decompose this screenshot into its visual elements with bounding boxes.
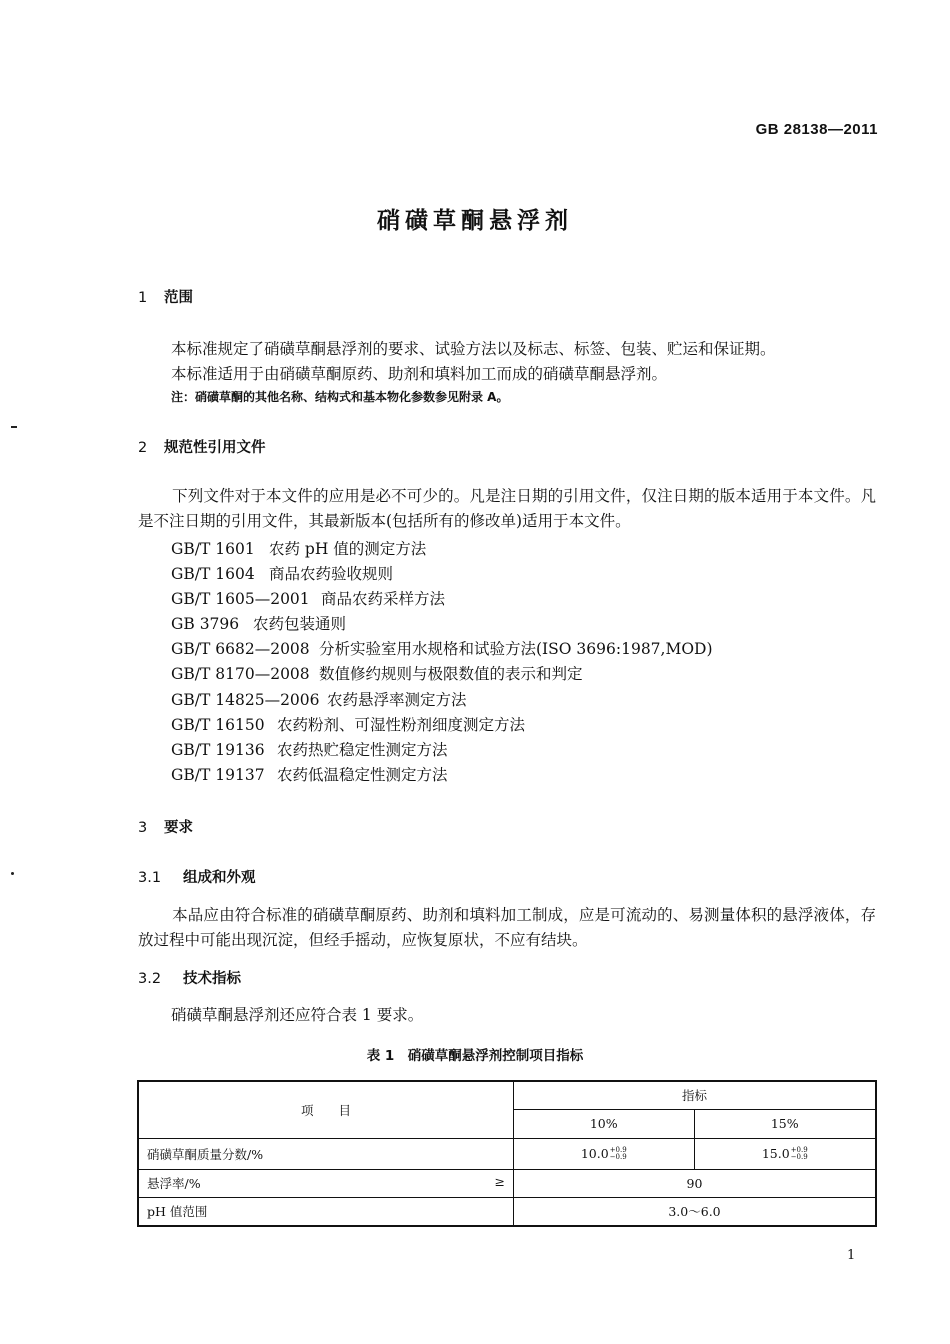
scan-mark xyxy=(11,426,17,428)
reference-code: GB/T 1604 xyxy=(171,565,255,583)
header-index: 指标 xyxy=(681,1088,707,1104)
value-cell: 3.0～6.0 xyxy=(514,1197,877,1226)
section-title: 规范性引用文件 xyxy=(164,440,266,456)
section-3-2-heading xyxy=(138,967,241,988)
reference-code: GB/T 14825—2006 xyxy=(171,691,320,709)
reference-title: 农药包装通则 xyxy=(253,615,347,633)
reference-item xyxy=(171,763,448,785)
tolerance xyxy=(610,1147,627,1161)
composition-paragraph xyxy=(138,903,876,953)
value-main: 15.0 xyxy=(761,1145,790,1161)
reference-item xyxy=(171,713,525,735)
item-cell xyxy=(138,1138,514,1169)
header-index-cell xyxy=(514,1081,877,1109)
tech-spec-paragraph: 硝磺草酮悬浮剂还应符合表 1 要求。 xyxy=(171,1006,424,1024)
header-item: 项 目 xyxy=(300,1102,351,1118)
section-3-1-heading xyxy=(138,866,256,887)
reference-item xyxy=(171,612,346,634)
section-2-heading xyxy=(138,436,266,457)
table-caption: 表 1 硝磺草酮悬浮剂控制项目指标 xyxy=(366,1048,584,1064)
section-number: 1 xyxy=(138,290,148,306)
references-intro-text: 下列文件对于本文件的应用是必不可少的。凡是注日期的引用文件，仅注日期的版本适用于本文件。凡是不注日期的引用文件，其最新版本(包括所有的修改单)适用于本文件。 xyxy=(138,487,876,530)
header-item-cell xyxy=(138,1081,514,1138)
table-row xyxy=(138,1197,876,1226)
document-title: 硝磺草酮悬浮剂 xyxy=(377,208,573,234)
reference-title: 农药粉剂、可湿性粉剂细度测定方法 xyxy=(277,716,526,734)
reference-title: 数值修约规则与极限数值的表示和判定 xyxy=(319,665,583,683)
reference-item xyxy=(171,637,713,659)
value-main: 10.0 xyxy=(580,1145,609,1161)
scope-paragraph-2: 本标准适用于由硝磺草酮原药、助剂和填料加工而成的硝磺草酮悬浮剂。 xyxy=(171,365,668,383)
item-label: pH 值范围 xyxy=(147,1204,208,1220)
item-cell xyxy=(138,1197,514,1226)
reference-item xyxy=(171,688,467,710)
reference-code: GB/T 1601 xyxy=(171,540,255,558)
reference-title: 分析实验室用水规格和试验方法(ISO 3696:1987,MOD) xyxy=(319,640,713,658)
reference-code: GB/T 19136 xyxy=(171,741,265,759)
section-number: 3.2 xyxy=(138,971,162,987)
references-intro xyxy=(138,484,876,534)
reference-item xyxy=(171,562,393,584)
reference-item xyxy=(171,537,426,559)
reference-item xyxy=(171,587,445,609)
table-header-row xyxy=(138,1081,876,1109)
section-title: 范围 xyxy=(164,290,193,306)
header-col-b: 15% xyxy=(694,1109,876,1138)
table-row xyxy=(138,1169,876,1197)
composition-text: 本品应由符合标准的硝磺草酮原药、助剂和填料加工制成，应是可流动的、易测量体积的悬浮液体，存放过程中可能出现沉淀，但经手摇动，应恢复原状，不应有结块。 xyxy=(138,906,876,949)
table-row xyxy=(138,1138,876,1169)
section-title: 技术指标 xyxy=(183,971,241,987)
reference-code: GB/T 16150 xyxy=(171,716,265,734)
reference-title: 商品农药验收规则 xyxy=(269,565,394,583)
reference-item xyxy=(171,662,583,684)
section-number: 3.1 xyxy=(138,870,162,886)
item-label: 硝磺草酮质量分数/% xyxy=(147,1146,264,1162)
standard-number: GB 28138—2011 xyxy=(755,121,878,138)
item-label: 悬浮率/% xyxy=(147,1176,201,1191)
reference-title: 商品农药采样方法 xyxy=(321,590,446,608)
reference-code: GB/T 6682—2008 xyxy=(171,640,310,658)
section-3-heading xyxy=(138,816,193,837)
reference-title: 农药悬浮率测定方法 xyxy=(327,691,467,709)
scan-mark xyxy=(11,872,14,875)
tolerance-minus: −0.9 xyxy=(609,1153,627,1162)
section-1-heading xyxy=(138,286,193,307)
comparison-symbol: ≥ xyxy=(494,1174,505,1189)
scope-note: 注：硝磺草酮的其他名称、结构式和基本物化参数参见附录 A。 xyxy=(171,390,509,404)
value-cell xyxy=(514,1138,695,1169)
tolerance-minus: −0.9 xyxy=(790,1153,808,1162)
reference-code: GB/T 1605—2001 xyxy=(171,590,310,608)
tolerance-plus: +0.9 xyxy=(609,1146,627,1155)
reference-item xyxy=(171,738,448,760)
reference-title: 农药低温稳定性测定方法 xyxy=(277,766,448,784)
section-title: 组成和外观 xyxy=(183,870,256,886)
reference-title: 农药 pH 值的测定方法 xyxy=(269,540,427,558)
tolerance-plus: +0.9 xyxy=(790,1146,808,1155)
page-number: 1 xyxy=(847,1248,856,1263)
spec-table xyxy=(137,1080,877,1227)
reference-code: GB/T 8170—2008 xyxy=(171,665,310,683)
reference-title: 农药热贮稳定性测定方法 xyxy=(277,741,448,759)
section-number: 3 xyxy=(138,820,148,836)
section-title: 要求 xyxy=(164,820,193,836)
scope-paragraph-1: 本标准规定了硝磺草酮悬浮剂的要求、试验方法以及标志、标签、包装、贮运和保证期。 xyxy=(171,340,776,358)
header-col-a: 10% xyxy=(514,1109,695,1138)
value-cell xyxy=(694,1138,876,1169)
tolerance xyxy=(791,1147,808,1161)
value-cell: 90 xyxy=(514,1169,877,1197)
section-number: 2 xyxy=(138,440,148,456)
item-cell xyxy=(138,1169,514,1197)
reference-code: GB 3796 xyxy=(171,615,240,633)
reference-code: GB/T 19137 xyxy=(171,766,265,784)
